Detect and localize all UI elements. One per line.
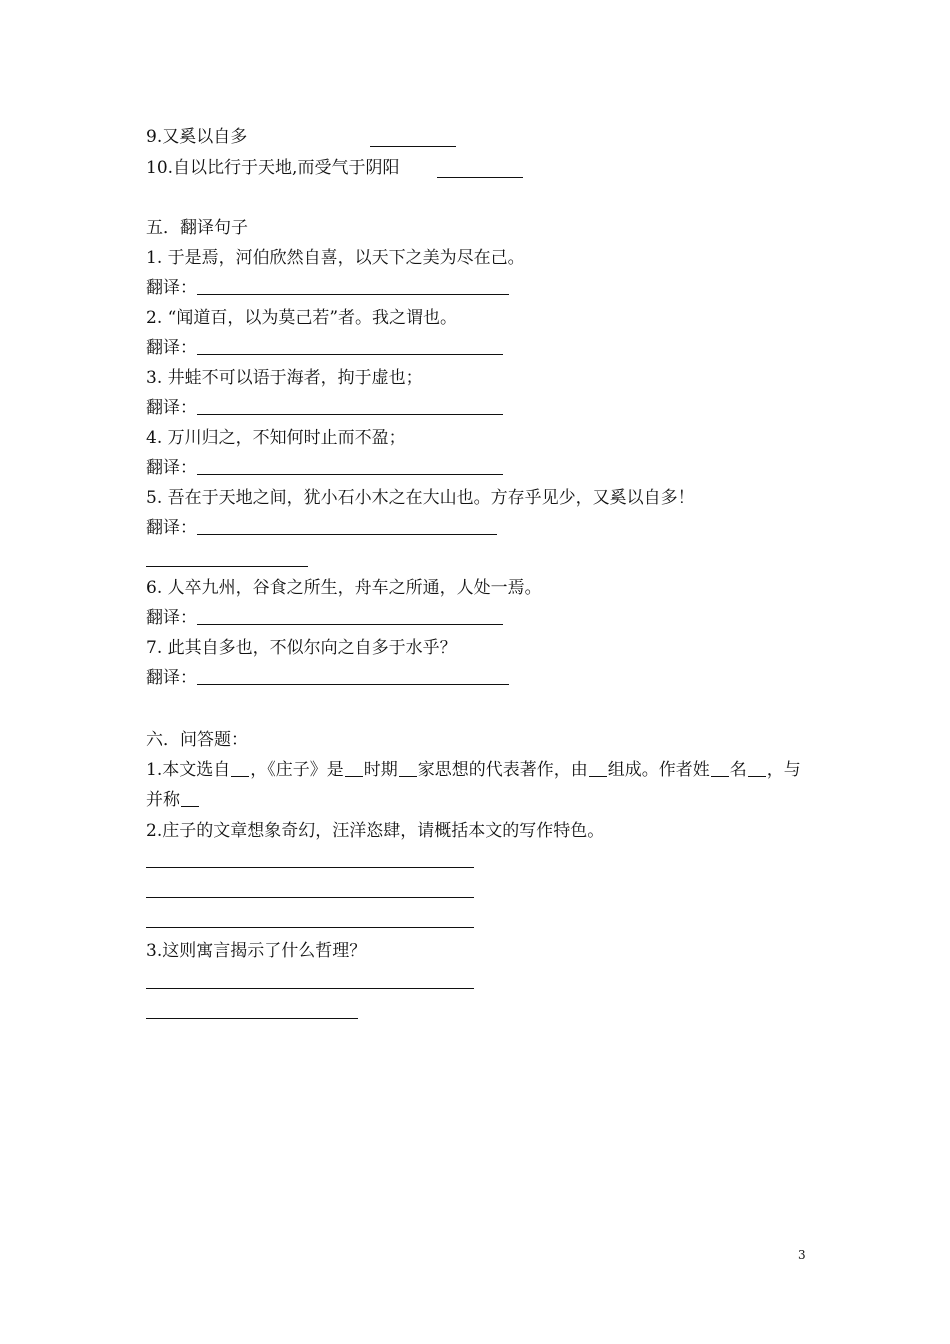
translate-answer-2 — [146, 337, 503, 359]
translate-blank-6[interactable] — [197, 608, 503, 625]
translate-answer-5 — [146, 517, 497, 539]
translate-sentence-7: 7. 此其自多也，不似尔向之自多于水乎？ — [146, 638, 457, 658]
q1-text-g: ，与 — [766, 760, 801, 780]
q1-blank-name[interactable] — [748, 761, 766, 777]
answer-blank-9[interactable] — [370, 130, 456, 147]
translate-answer-7 — [146, 667, 509, 689]
translate-label: 翻译： — [146, 458, 197, 478]
q1-blank-peer[interactable] — [181, 791, 199, 807]
q1-text-c: 时期 — [363, 760, 398, 780]
translate-blank-2[interactable] — [197, 338, 503, 355]
q2-answer-line-2[interactable] — [146, 897, 474, 898]
translate-blank-4[interactable] — [197, 458, 503, 475]
fill-item-10 — [146, 157, 399, 179]
translate-blank-5-continued[interactable] — [146, 566, 308, 567]
q1-blank-surname[interactable] — [711, 761, 729, 777]
section-heading-translate: 五．翻译句子 — [146, 218, 248, 238]
fill-item-9 — [146, 126, 247, 148]
q1-text-f: 名 — [729, 760, 747, 780]
fill-item-10-text: 10.自以比行于天地,而受气于阴阳 — [146, 158, 400, 178]
translate-label: 翻译： — [146, 608, 197, 628]
q1-blank-composition[interactable] — [589, 761, 607, 777]
fill-item-9-text: 9.又奚以自多 — [146, 127, 248, 147]
translate-answer-3 — [146, 397, 503, 419]
translate-blank-5[interactable] — [197, 518, 497, 535]
translate-label: 翻译： — [146, 398, 197, 418]
q1-blank-school[interactable] — [399, 761, 417, 777]
q3-answer-line-1[interactable] — [146, 988, 474, 989]
q1-text-h: 并称 — [146, 790, 180, 810]
translate-label: 翻译： — [146, 668, 197, 688]
translate-answer-1 — [146, 277, 509, 299]
translate-sentence-3: 3. 井蛙不可以语于海者，拘于虚也； — [146, 368, 423, 388]
q2-answer-line-3[interactable] — [146, 927, 474, 928]
page-number: 3 — [798, 1248, 806, 1262]
translate-answer-4 — [146, 457, 503, 479]
q1-text-a: 1.本文选自 — [146, 760, 231, 780]
question-1-line-1 — [146, 759, 801, 781]
q1-text-e: 组成。作者姓 — [607, 760, 710, 780]
q1-blank-source[interactable] — [231, 761, 249, 777]
translate-sentence-5: 5. 吾在于天地之间，犹小石小木之在大山也。方存乎见少，又奚以自多！ — [146, 488, 695, 508]
translate-sentence-1: 1. 于是焉，河伯欣然自喜，以天下之美为尽在己。 — [146, 248, 525, 268]
translate-label: 翻译： — [146, 518, 197, 538]
q1-text-b: ，《庄子》是 — [250, 760, 344, 780]
q2-answer-line-1[interactable] — [146, 867, 474, 868]
translate-sentence-6: 6. 人卒九州，谷食之所生，舟车之所通，人处一焉。 — [146, 578, 542, 598]
translate-label: 翻译： — [146, 278, 197, 298]
translate-blank-1[interactable] — [197, 278, 509, 295]
translate-label: 翻译： — [146, 338, 197, 358]
translate-answer-6 — [146, 607, 503, 629]
translate-sentence-2: 2. “闻道百，以为莫己若”者。我之谓也。 — [146, 308, 458, 328]
translate-blank-3[interactable] — [197, 398, 503, 415]
question-1-line-2 — [146, 789, 200, 811]
question-2: 2.庄子的文章想象奇幻，汪洋恣肆，请概括本文的写作特色。 — [146, 821, 605, 841]
question-3: 3.这则寓言揭示了什么哲理？ — [146, 941, 367, 961]
q1-text-d: 家思想的代表著作，由 — [417, 760, 588, 780]
answer-blank-10[interactable] — [437, 161, 523, 178]
translate-blank-7[interactable] — [197, 668, 509, 685]
q1-blank-era[interactable] — [345, 761, 363, 777]
translate-sentence-4: 4. 万川归之，不知何时止而不盈； — [146, 428, 406, 448]
q3-answer-line-2[interactable] — [146, 1018, 358, 1019]
section-heading-qa: 六．问答题： — [146, 730, 248, 750]
